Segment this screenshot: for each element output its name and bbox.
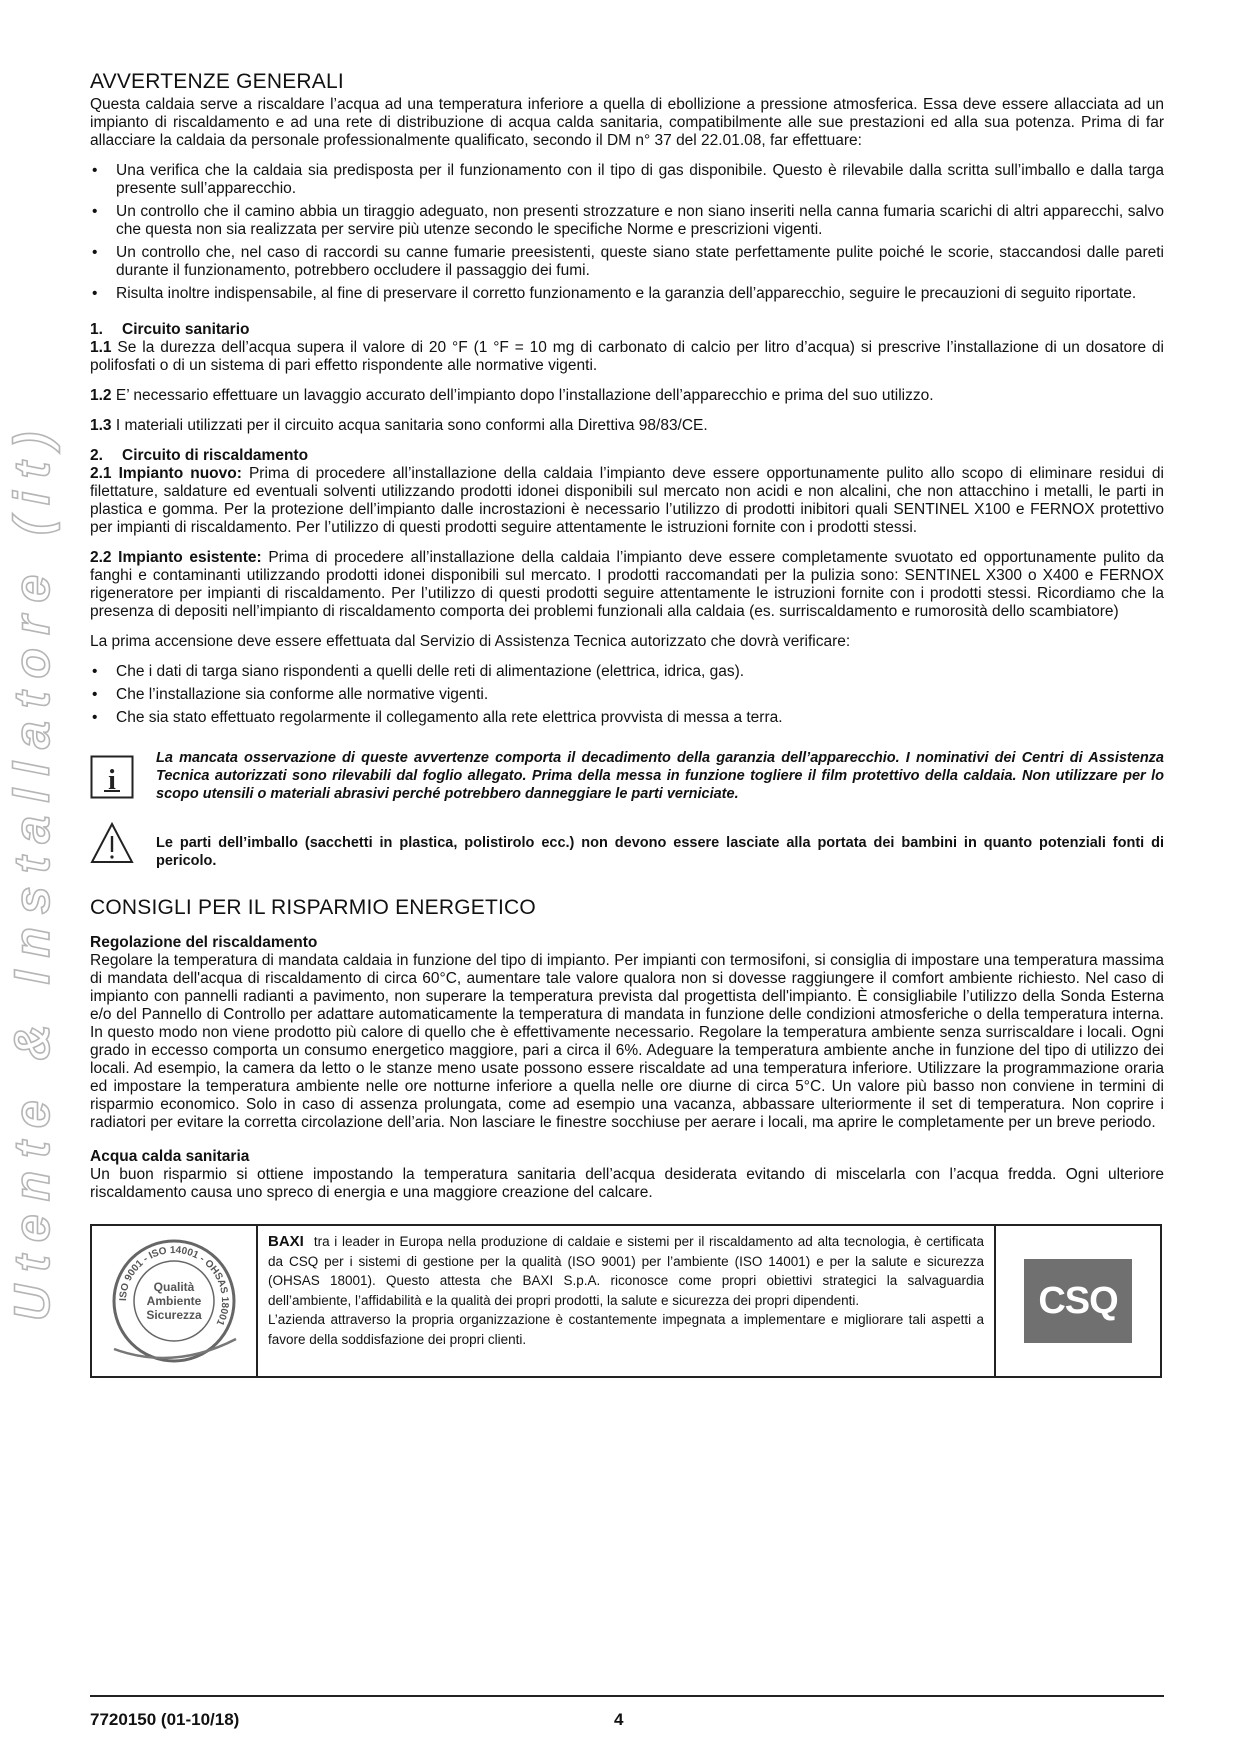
info-icon — [90, 755, 134, 804]
certification-text: BAXI tra i leader in Europa nella produzione di caldaie e sistemi per il riscaldamento ad alta tecnologia, è certificata da CSQ per i sistemi di gestione per la qualità (ISO 9001) per l’ambiente (ISO 14001) e per la salute e sicurezza (OHSAS 18001). Questo attesta che BAXI S.p.A. riconosce come propri obiettivi strategici la salvaguardia dell’ambiente, l’affidabilità e la qualità dei propri prodotti, la salute e sicurezza dei propri dipendenti. L’azienda attraverso la propria organizzazione è costantemente impegnata a implementare e migliorare tali aspetti a favore della soddisfazione dei propri clienti. — [258, 1226, 996, 1376]
paragraph: 1.1 Se la durezza dell’acqua supera il valore di 20 °F (1 °F = 10 mg di carbonato di calcio per litro d’acqua) si prescrive l’installazione di un dosatore di polifosfati o di un sistema di pari effetto rispondente alle normative vigenti. — [90, 339, 1164, 374]
page-content — [90, 70, 1164, 1378]
paragraph: 1.2 E’ necessario effettuare un lavaggio accurato dell’impianto dopo l’installazione dell’apparecchio e prima del suo utilizzo. — [90, 387, 934, 404]
paragraph: 1.3 I materiali utilizzati per il circuito acqua sanitaria sono conformi alla Direttiva 98/83/CE. — [90, 417, 708, 434]
list-item: • Un controllo che il camino abbia un tiraggio adeguato, non presenti strozzature e non siano inseriti nella canna fumaria scarichi di altri apparecchi, salvo che questa non sia realizzata per servire più utenze secondo le specifiche Norme e prescrizioni vigenti. — [90, 203, 1164, 239]
certification-box — [90, 1224, 1162, 1378]
footer-divider — [90, 1695, 1164, 1697]
section-heading: 2. Circuito di riscaldamento — [90, 447, 309, 464]
document-code: 7720150 (01-10/18) — [90, 1710, 240, 1729]
warning-notice-text: Le parti dell’imballo (sacchetti in plastica, polistirolo ecc.) non devono essere lasciate alla portata dei bambini in quanto potenziali fonti di pericolo. — [156, 835, 1164, 869]
quality-seal — [92, 1226, 258, 1376]
general-title: AVVERTENZE GENERALI — [90, 70, 344, 93]
brand-name: BAXI — [268, 1233, 304, 1250]
sidebar-label — [4, 419, 82, 1321]
warning-icon — [90, 822, 134, 869]
dhw-text: Un buon risparmio si ottiene impostando la temperatura sanitaria dell’acqua desiderata evitando di miscelarla con l’acqua fredda. Ogni ulteriore riscaldamento causa uno spreco di energia e una maggiore creazione del calcare. — [90, 1166, 1164, 1201]
energy-title: CONSIGLI PER IL RISPARMIO ENERGETICO — [90, 896, 536, 919]
svg-text:Ambiente: Ambiente — [146, 1294, 202, 1308]
list-item: • Una verifica che la caldaia sia predisposta per il funzionamento con il tipo di gas disponibile. Questo è rilevabile dalla scritta sull’imballo e dalla targa presente sull’apparecchio. — [90, 162, 1164, 198]
first-start-bullets — [90, 663, 1164, 727]
sidebar-text: Utente & Installatore (it) — [4, 419, 60, 1321]
list-item: • Che sia stato effettuato regolarmente il collegamento alla rete elettrica provvista di messa a terra. — [90, 709, 1164, 727]
list-item: • Risulta inoltre indispensabile, al fine di preservare il corretto funzionamento e la garanzia dell’apparecchio, seguire le precauzioni di seguito riportate. — [90, 285, 1164, 303]
list-item: • Che i dati di targa siano rispondenti a quelli delle reti di alimentazione (elettrica, idrica, gas). — [90, 663, 1164, 681]
section-heating — [90, 447, 1164, 727]
paragraph: 2.1 Impianto nuovo: Prima di procedere all’installazione della caldaia l’impianto deve essere opportunamente pulito allo scopo di eliminare residui di filettature, saldature ed eventuali solventi utilizzando prodotti idonei disponibili sul mercato non acidi e non alcalini, che non attacchino i metalli, le parti in plastica e gomma. Per la protezione dell’impianto dalle incrostazioni è necessario l’utilizzo di prodotti inibitori quali SENTINEL X100 e FERNOX protettivo per impianti di riscaldamento. Per l’utilizzo di questi prodotti seguire attentamente le istruzioni fornite con i prodotti stessi. — [90, 465, 1164, 536]
svg-text:Sicurezza: Sicurezza — [146, 1308, 202, 1322]
list-item: • Che l’installazione sia conforme alle normative vigenti. — [90, 686, 1164, 704]
general-intro: Questa caldaia serve a riscaldare l’acqua ad una temperatura inferiore a quella di ebollizione a pressione atmosferica. Essa deve essere allacciata ad un impianto di riscaldamento e ad una rete di distribuzione di acqua calda sanitaria, compatibilmente alle sue prestazioni ed alla sua potenza. Prima di far allacciare la caldaia da personale professionalmente qualificato, secondo il DM n° 37 del 22.01.08, far effettuare: — [90, 96, 1164, 149]
warning-notice — [90, 822, 1164, 870]
paragraph: 2.2 Impianto esistente: Prima di procedere all’installazione della caldaia l’impianto deve essere completamente svuotato ed opportunamente pulito da fanghi e contaminanti utilizzando prodotti idonei disponibili sul mercato. I prodotti raccomandati per la pulizia sono: SENTINEL X300 o X400 e FERNOX rigeneratore per impianti di riscaldamento. Per l’utilizzo di questi prodotti seguire attentamente le istruzioni fornite con i prodotti stessi. Ricordiamo che la presenza di depositi nell’impianto di riscaldamento comporta dei problemi funzionali alla caldaia (es. surriscaldamento e rumorosità dello scambiatore) — [90, 549, 1164, 620]
info-notice-text: La mancata osservazione di queste avvertenze comporta il decadimento della garanzia dell’apparecchio. I nominativi dei Centri di Assistenza Tecnica autorizzati sono rilevabili dal foglio allegato. Prima della messa in funzione togliere il film protettivo della caldaia. Non utilizzare per lo scopo utensili o materiali abrasivi perché potrebbero danneggiare le parti verniciate. — [156, 750, 1164, 802]
svg-text:i: i — [108, 765, 116, 796]
section-sanitary — [90, 321, 1164, 435]
general-bullets — [90, 162, 1164, 303]
page-number: 4 — [614, 1710, 624, 1729]
first-start-text: La prima accensione deve essere effettuata dal Servizio di Assistenza Tecnica autorizzato che dovrà verificare: — [90, 633, 851, 650]
dhw-title: Acqua calda sanitaria — [90, 1148, 250, 1165]
heating-text: Regolare la temperatura di mandata caldaia in funzione del tipo di impianto. Per impianti con termosifoni, si consiglia di impostare una temperatura massima di mandata dell'acqua di riscaldamento di circa 60°C, aumentare tale valore qualora non si dovesse raggiungere il comfort ambiente richiesto. Nel caso di impianto con pannelli radianti a pavimento, non superare la temperatura prevista dal progettista dell'impianto. È consigliabile l’utilizzo della Sonda Esterna e/o del Pannello di Controllo per adattare automaticamente la temperatura di mandata in funzione delle condizioni atmosferiche o della temperatura interna. In questo modo non viene prodotto più calore di quello che è effettivamente necessario. Regolare la temperatura ambiente senza surriscaldare i locali. Ogni grado in eccesso comporta un consumo energetico maggiore, pari a circa il 6%. Adeguare la temperatura ambiente anche in funzione del tipo di utilizzo dei locali. Ad esempio, la camera da letto o le stanze meno usate possono essere riscaldate ad una temperatura inferiore. Utilizzare la programmazione oraria ed impostare la temperatura ambiente nelle ore notturne inferiore a quella nelle ore diurne di circa 5°C. Un valore più basso non conviene in termini di risparmio economico. Solo in caso di assenza prolungata, come ad esempio una vacanza, abbassare ulteriormente il set di temperatura. Non coprire i radiatori per evitare la corretta circolazione dell’aria. Non lasciare le finestre socchiuse per aerare i locali, ma aprire le completamente per un breve periodo. — [90, 952, 1164, 1131]
info-notice — [90, 749, 1164, 804]
list-item: • Un controllo che, nel caso di raccordi su canne fumarie preesistenti, queste siano state perfettamente pulite poiché le scorie, staccandosi dalle pareti durante il funzionamento, potrebbero occludere il passaggio dei fumi. — [90, 244, 1164, 280]
svg-text:Qualità: Qualità — [153, 1280, 195, 1294]
svg-text:ISO 9001 - ISO 14001 - OHSAS 1: ISO 9001 - ISO 14001 - OHSAS 18001 — [117, 1244, 231, 1327]
section-heading: 1. Circuito sanitario — [90, 321, 250, 338]
csq-logo: CSQ — [996, 1226, 1160, 1376]
heating-title: Regolazione del riscaldamento — [90, 934, 318, 951]
